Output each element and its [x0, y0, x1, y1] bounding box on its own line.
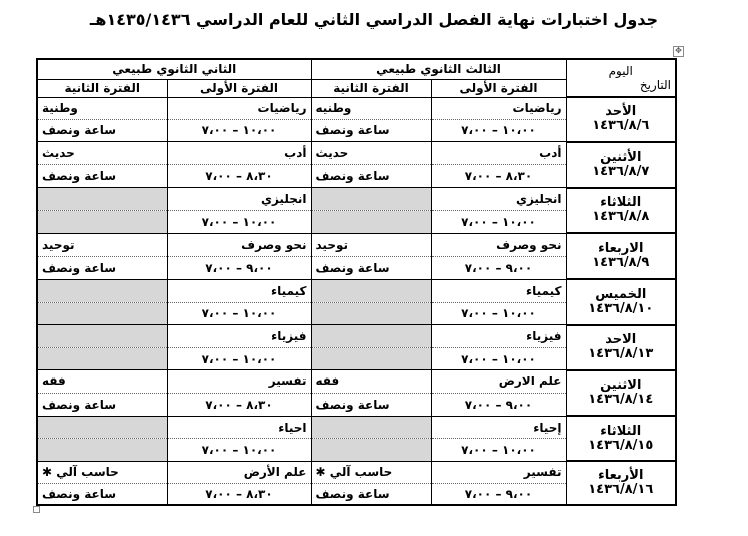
- time-cell: ساعة ونصف: [311, 165, 431, 188]
- empty-shaded-cell: [311, 439, 431, 462]
- time-cell: ١٠،٠٠ – ٧،٠٠: [431, 210, 566, 233]
- time-cell: ساعة ونصف: [37, 256, 167, 279]
- date-column-label: التاريخ: [639, 78, 671, 93]
- exam-schedule-table: [36, 58, 677, 506]
- subject-cell: حاسب آلي ✱: [311, 461, 431, 483]
- empty-shaded-cell: [37, 279, 167, 302]
- time-cell: ٨،٣٠ – ٧،٠٠: [167, 165, 311, 188]
- subject-cell: فيزياء: [167, 325, 311, 348]
- empty-shaded-cell: [37, 416, 167, 439]
- subject-cell: انجليزي: [431, 188, 566, 211]
- subject-cell: تفسير: [167, 370, 311, 393]
- time-cell: ٩،٠٠ – ٧،٠٠: [167, 256, 311, 279]
- header-row-groups: [37, 59, 676, 79]
- empty-shaded-cell: [37, 439, 167, 462]
- time-cell: ساعة ونصف: [37, 119, 167, 141]
- time-cell: ١٠،٠٠ – ٧،٠٠: [431, 302, 566, 325]
- day-cell: [566, 279, 676, 324]
- period-header: الفترة الثانية: [311, 79, 431, 97]
- time-cell: ١٠،٠٠ – ٧،٠٠: [431, 347, 566, 370]
- time-cell: ٨،٣٠ – ٧،٠٠: [431, 165, 566, 188]
- day-cell: [566, 461, 676, 505]
- time-cell: ١٠،٠٠ – ٧،٠٠: [167, 439, 311, 462]
- day-subject-row: [37, 142, 676, 165]
- subject-cell: علم الأرض: [167, 461, 311, 483]
- empty-shaded-cell: [311, 325, 431, 348]
- day-cell: [566, 142, 676, 188]
- time-cell: ساعة ونصف: [37, 393, 167, 416]
- subject-cell: حاسب آلي ✱: [37, 461, 167, 483]
- day-date: ١٤٣٦/٨/٨: [592, 209, 650, 225]
- subject-cell: أدب: [167, 142, 311, 165]
- day-subject-row: [37, 188, 676, 211]
- time-cell: ٩،٠٠ – ٧،٠٠: [431, 393, 566, 416]
- subject-cell: توحيد: [37, 233, 167, 256]
- empty-shaded-cell: [37, 347, 167, 370]
- time-cell: ٩،٠٠ – ٧،٠٠: [431, 483, 566, 505]
- day-cell: [566, 370, 676, 416]
- subject-cell: رياضيات: [431, 97, 566, 119]
- day-name: الاحد: [605, 332, 637, 348]
- table-resize-handle[interactable]: [33, 506, 40, 513]
- day-name: الخميس: [595, 287, 647, 302]
- empty-shaded-cell: [311, 347, 431, 370]
- empty-shaded-cell: [311, 210, 431, 233]
- period-header: الفترة الأولى: [167, 79, 311, 97]
- subject-cell: فقه: [37, 370, 167, 393]
- day-name: الأربعاء: [598, 468, 644, 484]
- day-subject-row: [37, 461, 676, 483]
- subject-cell: إحياء: [431, 416, 566, 439]
- day-date: ١٤٣٦/٨/٧: [592, 163, 650, 179]
- day-date: ١٤٣٦/٨/١٤: [588, 392, 654, 408]
- subject-cell: فيزياء: [431, 325, 566, 348]
- time-cell: ١٠،٠٠ – ٧،٠٠: [431, 119, 566, 141]
- table-move-handle-icon[interactable]: ✥: [673, 46, 684, 57]
- day-subject-row: [37, 279, 676, 302]
- empty-shaded-cell: [37, 302, 167, 325]
- day-cell: [566, 97, 676, 141]
- time-cell: ١٠،٠٠ – ٧،٠٠: [167, 347, 311, 370]
- day-date: ١٤٣٦/٨/١٦: [588, 482, 654, 498]
- subject-cell: تفسير: [431, 461, 566, 483]
- time-cell: ساعة ونصف: [311, 256, 431, 279]
- day-cell: [566, 325, 676, 370]
- subject-cell: رياضيات: [167, 97, 311, 119]
- day-cell: [566, 188, 676, 233]
- subject-cell: احياء: [167, 416, 311, 439]
- subject-cell: فقه: [311, 370, 431, 393]
- day-name: الاربعاء: [598, 241, 644, 257]
- day-date: ١٤٣٦/٨/١٠: [588, 301, 654, 316]
- empty-shaded-cell: [311, 188, 431, 211]
- time-cell: ١٠،٠٠ – ٧،٠٠: [167, 119, 311, 141]
- day-date-header-cell: [566, 59, 676, 97]
- group-header-third-secondary: الثالث الثانوي طبيعي: [311, 59, 566, 79]
- day-subject-row: [37, 416, 676, 439]
- empty-shaded-cell: [311, 302, 431, 325]
- subject-cell: كيمياء: [167, 279, 311, 302]
- day-name: الأحد: [605, 104, 637, 120]
- subject-cell: انجليزي: [167, 188, 311, 211]
- time-cell: ٨،٣٠ – ٧،٠٠: [167, 393, 311, 416]
- empty-shaded-cell: [37, 325, 167, 348]
- subject-cell: علم الارض: [431, 370, 566, 393]
- subject-cell: حديث: [311, 142, 431, 165]
- time-cell: ساعة ونصف: [311, 393, 431, 416]
- subject-cell: كيمياء: [431, 279, 566, 302]
- day-subject-row: [37, 233, 676, 256]
- day-subject-row: [37, 325, 676, 348]
- subject-cell: وطنية: [37, 97, 167, 119]
- subject-cell: توحيد: [311, 233, 431, 256]
- time-cell: ساعة ونصف: [37, 165, 167, 188]
- subject-cell: نحو وصرف: [167, 233, 311, 256]
- subject-cell: أدب: [431, 142, 566, 165]
- day-name: الاثنين: [600, 378, 642, 394]
- day-date: ١٤٣٦/٨/١٣: [588, 346, 654, 362]
- empty-shaded-cell: [37, 210, 167, 233]
- empty-shaded-cell: [37, 188, 167, 211]
- period-header: الفترة الأولى: [431, 79, 566, 97]
- day-subject-row: [37, 370, 676, 393]
- time-cell: ٨،٣٠ – ٧،٠٠: [167, 483, 311, 505]
- day-cell: [566, 233, 676, 279]
- period-header: الفترة الثانية: [37, 79, 167, 97]
- time-cell: ساعة ونصف: [311, 483, 431, 505]
- day-column-label: اليوم: [608, 64, 633, 79]
- day-cell: [566, 416, 676, 461]
- time-cell: ١٠،٠٠ – ٧،٠٠: [167, 210, 311, 233]
- time-cell: ١٠،٠٠ – ٧،٠٠: [431, 439, 566, 462]
- day-date: ١٤٣٦/٨/٦: [592, 118, 650, 134]
- document-title: جدول اختبارات نهاية الفصل الدراسي الثاني للعام الدراسي ١٤٣٥/١٤٣٦هـ: [89, 10, 659, 29]
- day-subject-row: [37, 97, 676, 119]
- subject-cell: وطنيه: [311, 97, 431, 119]
- day-date: ١٤٣٦/٨/١٥: [588, 437, 654, 453]
- time-cell: ٩،٠٠ – ٧،٠٠: [431, 256, 566, 279]
- time-cell: ١٠،٠٠ – ٧،٠٠: [167, 302, 311, 325]
- time-cell: ساعة ونصف: [37, 483, 167, 505]
- day-name: الثلاثاء: [600, 423, 642, 439]
- time-cell: ساعة ونصف: [311, 119, 431, 141]
- day-name: الأثنين: [600, 149, 642, 165]
- subject-cell: نحو وصرف: [431, 233, 566, 256]
- day-name: الثلاثاء: [600, 195, 642, 211]
- group-header-second-secondary: الثاني الثانوي طبيعي: [37, 59, 311, 79]
- subject-cell: حديث: [37, 142, 167, 165]
- day-date: ١٤٣٦/٨/٩: [592, 255, 650, 271]
- empty-shaded-cell: [311, 279, 431, 302]
- empty-shaded-cell: [311, 416, 431, 439]
